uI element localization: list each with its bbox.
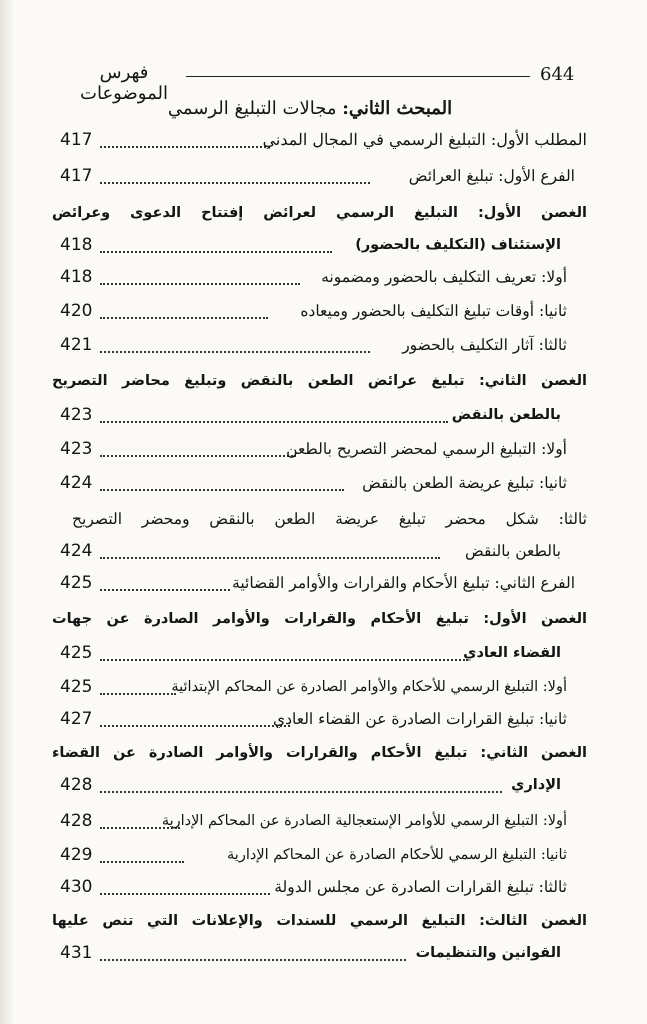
dot-leader — [100, 421, 448, 423]
dot-leader — [100, 251, 332, 253]
toc-entry — [0, 470, 647, 498]
toc-page-number: 421 — [60, 335, 93, 355]
toc-entry-text: الفرع الثاني: تبليغ الأحكام والقرارات والأوامر القضائية — [232, 574, 575, 592]
toc-entry-text: ثانيا: تبليغ عريضة الطعن بالنقض — [362, 474, 567, 492]
section-label: المبحث الثاني: — [342, 98, 453, 119]
toc-entry-text: ثالثا: آثار التكليف بالحضور — [402, 336, 567, 354]
toc-entry-text: أولا: تعريف التكليف بالحضور ومضمونه — [321, 268, 567, 286]
toc-entry — [0, 163, 647, 191]
toc-entry-text: القضاء العادي — [463, 645, 561, 661]
toc-entry-text: الإداري — [511, 777, 561, 793]
toc-entry-text: ثالثا: تبليغ القرارات الصادرة عن مجلس الدولة — [274, 878, 567, 896]
toc-page-number: 425 — [60, 573, 93, 593]
toc-page-number: 423 — [60, 439, 93, 459]
toc-page-number: 424 — [60, 473, 93, 493]
toc-entry — [0, 332, 647, 360]
dot-leader — [100, 725, 290, 727]
toc-entry-text: الغصن الأول: التبليغ الرسمي لعرائض إفتتاح الدعوى وعرائض — [52, 205, 587, 221]
toc-entry — [0, 772, 647, 800]
dot-leader — [100, 283, 300, 285]
page-number: 644 — [540, 64, 575, 85]
toc-entry — [0, 842, 647, 870]
toc-entry — [0, 506, 647, 534]
dot-leader — [100, 589, 230, 591]
toc-entry — [0, 538, 647, 566]
toc-page-number: 417 — [60, 166, 93, 186]
toc-entry — [0, 264, 647, 292]
toc-page-number: 428 — [60, 811, 93, 831]
toc-entry — [0, 674, 647, 702]
toc-entry — [0, 874, 647, 902]
dot-leader — [100, 489, 344, 491]
toc-entry — [0, 640, 647, 668]
toc-entry-text: الإستئناف (التكليف بالحضور) — [355, 237, 561, 253]
toc-entry-text: الغصن الثاني: تبليغ عرائض الطعن بالنقض وتبليغ محاضر التصريح — [52, 373, 587, 389]
toc-page-number: 423 — [60, 405, 93, 425]
toc-entry-text: ثالثا: شكل محضر تبليغ عريضة الطعن بالنقض ومحضر التصريح — [72, 510, 587, 528]
toc-entry-text: الغصن الأول: تبليغ الأحكام والقرارات والأوامر الصادرة عن جهات — [52, 611, 587, 627]
toc-page-number: 425 — [60, 677, 93, 697]
toc-page-number: 429 — [60, 845, 93, 865]
toc-page-number: 430 — [60, 877, 93, 897]
toc-entry-text: الغصن الثالث: التبليغ الرسمي للسندات والإعلانات التي تنص عليها — [52, 913, 587, 929]
toc-entry-text: ثانيا: التبليغ الرسمي للأحكام الصادرة عن المحاكم الإدارية — [227, 847, 567, 863]
toc-entry-text: أولا: التبليغ الرسمي للأحكام والأوامر الصادرة عن المحاكم الإبتدائية — [171, 679, 567, 695]
toc-entry — [0, 706, 647, 734]
toc-entry-text: أولا: التبليغ الرسمي للأوامر الإستعجالية الصادرة عن المحاكم الإدارية — [161, 813, 567, 829]
toc-entry — [0, 368, 647, 396]
toc-entry — [0, 298, 647, 326]
toc-page-number: 418 — [60, 235, 93, 255]
toc-entry-text: المطلب الأول: التبليغ الرسمي في المجال المدني — [262, 130, 587, 149]
toc-entry-text: الفرع الأول: تبليغ العرائض — [408, 167, 575, 185]
dot-leader — [100, 182, 370, 184]
toc-entry — [0, 908, 647, 936]
toc-entry — [0, 232, 647, 260]
toc-page-number: 427 — [60, 709, 93, 729]
dot-leader — [100, 659, 468, 661]
toc-entry — [0, 606, 647, 634]
dot-leader — [100, 351, 370, 353]
toc-entry — [0, 740, 647, 768]
toc-page-number: 418 — [60, 267, 93, 287]
section-title: مجالات التبليغ الرسمي — [167, 98, 337, 119]
dot-leader — [100, 791, 502, 793]
toc-entry-text: بالطعن بالنقض — [465, 542, 561, 560]
toc-entry — [0, 127, 647, 155]
dot-leader — [100, 455, 296, 457]
dot-leader — [100, 317, 268, 319]
toc-entry-text: الغصن الثاني: تبليغ الأحكام والقرارات والأوامر الصادرة عن القضاء — [52, 745, 587, 761]
dot-leader — [100, 557, 440, 559]
toc-page-number: 417 — [60, 130, 93, 150]
toc-entry — [0, 570, 647, 598]
toc-page-number: 428 — [60, 775, 93, 795]
running-title: فهرس الموضوعات — [80, 62, 168, 104]
toc-page-number: 425 — [60, 643, 93, 663]
dot-leader — [100, 146, 270, 148]
dot-leader — [100, 861, 184, 863]
dot-leader — [100, 693, 176, 695]
toc-entry-text: بالطعن بالنقض — [451, 407, 561, 423]
dot-leader — [100, 959, 406, 961]
toc-page-number: 420 — [60, 301, 93, 321]
toc-entry-text: ثانيا: تبليغ القرارات الصادرة عن القضاء العادي — [272, 710, 567, 728]
dot-leader — [100, 893, 270, 895]
toc-entry — [0, 940, 647, 968]
toc-entry — [0, 808, 647, 836]
toc-entry-text: القوانين والتنظيمات — [415, 945, 561, 961]
toc-entry — [0, 402, 647, 430]
toc-page-number: 431 — [60, 943, 93, 963]
toc-entry — [0, 200, 647, 228]
toc-entry-text: ثانيا: أوقات تبليغ التكليف بالحضور وميعاده — [300, 302, 567, 320]
toc-entry — [0, 436, 647, 464]
toc-page-number: 424 — [60, 541, 93, 561]
toc-entry-text: أولا: التبليغ الرسمي لمحضر التصريح بالطعن — [286, 440, 567, 458]
